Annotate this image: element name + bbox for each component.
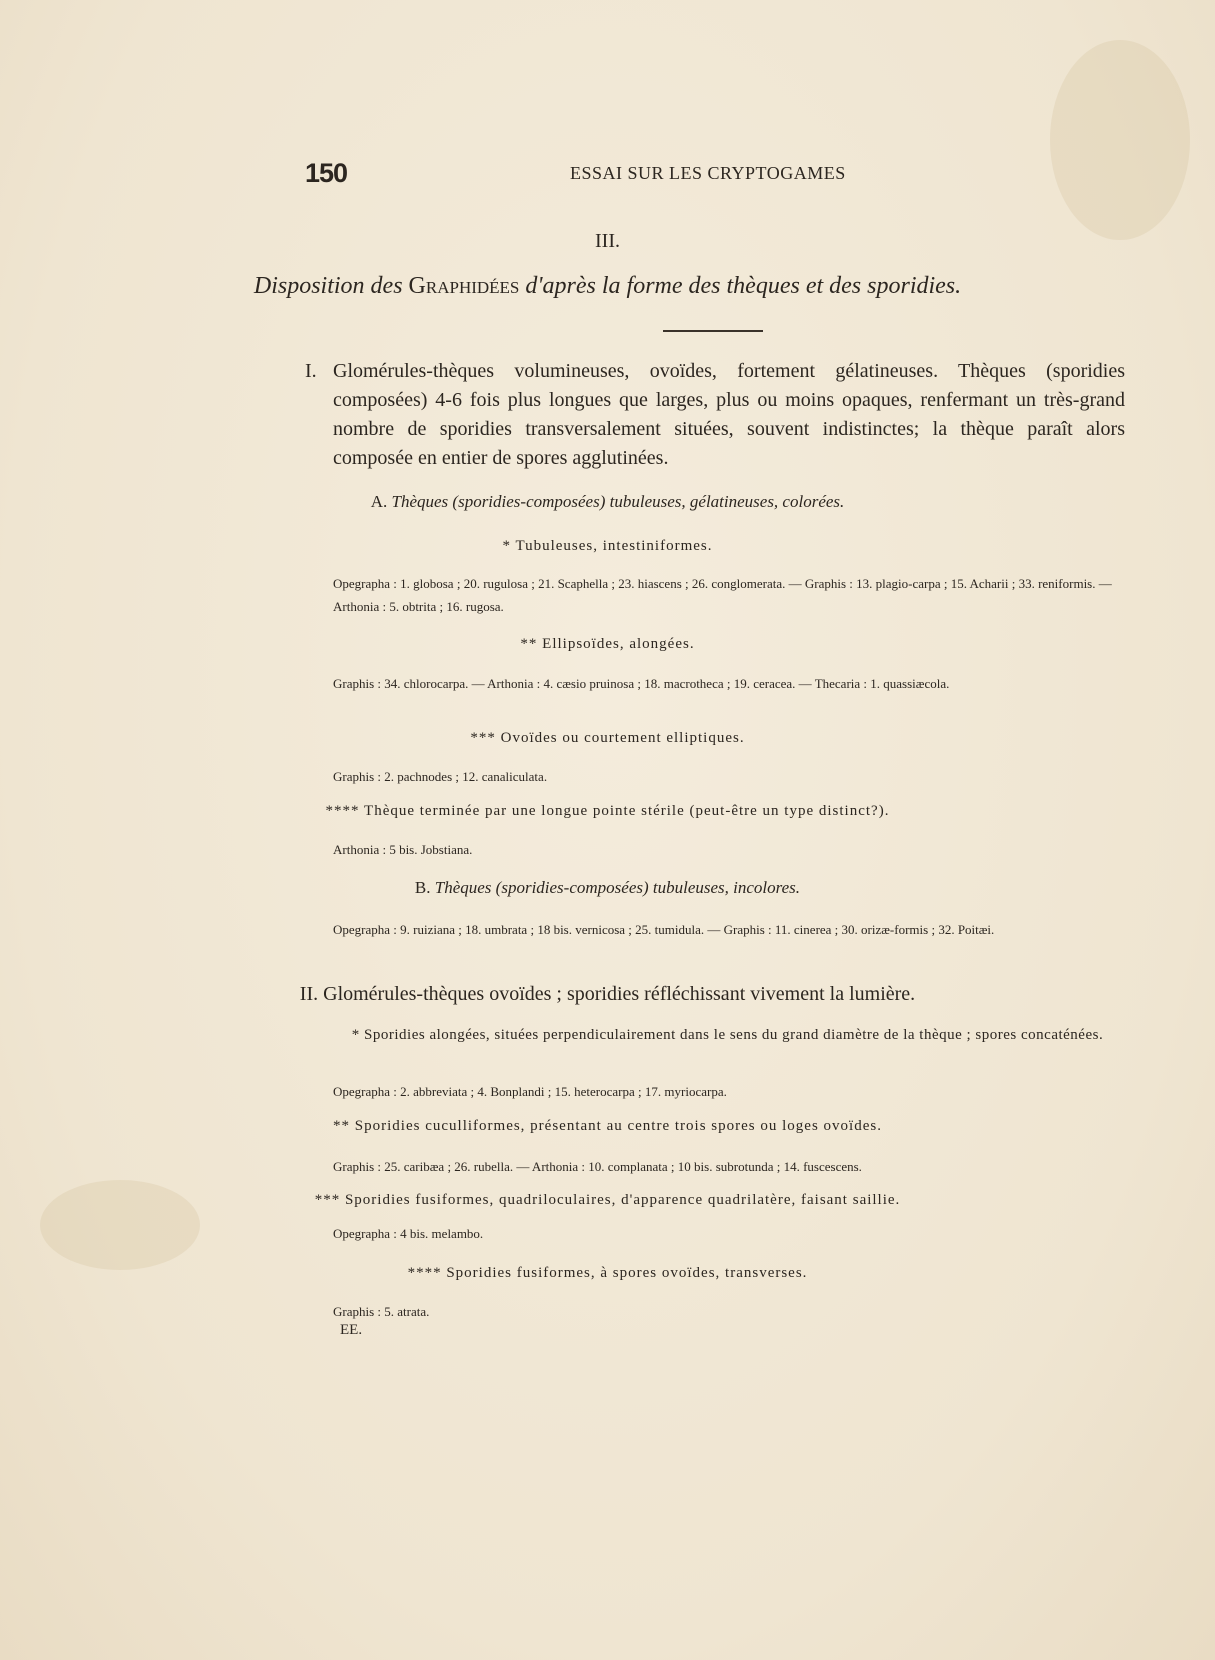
species-list: Graphis : 5. atrata. (333, 1304, 430, 1319)
species-list: Opegrapha : 4 bis. melambo. (333, 1226, 484, 1241)
section-number: III. (595, 230, 620, 252)
species-list: Graphis : 34. chlorocarpa. — Arthonia : 4. cæsio pruinosa ; 18. macrotheca ; 19. ceracea. — Thecaria : 1. quassiæcola. (333, 676, 950, 691)
subgroup-heading: **** Thèque terminée par une longue pointe stérile (peut-être un type distinct?). (325, 803, 890, 819)
species-list: Opegrapha : 2. abbreviata ; 4. Bonplandi ; 15. heterocarpa ; 17. myriocarpa. (333, 1084, 727, 1099)
group-two-heading: II. Glomérules-thèques ovoïdes ; sporidies réfléchissant vivement la lumière. (299, 983, 916, 1005)
species-list: Arthonia : 5 bis. Jobstiana. (333, 842, 473, 857)
group-number: I. (305, 360, 317, 382)
page-number: 150 (305, 158, 348, 188)
title-rule (663, 330, 763, 332)
species-list: Opegrapha : 1. globosa ; 20. rugulosa ; 21. Scaphella ; 23. hiascens ; 26. conglomerata. — Graphis : 13. plagio-carpa ; 15. Acharii ; 33. reniformis. — Arthonia : 5. obtrita ; 16. rugosa. (333, 576, 1112, 614)
species-list: Graphis : 2. pachnodes ; 12. canaliculata. (333, 769, 548, 784)
species-list: Opegrapha : 9. ruiziana ; 18. umbrata ; 18 bis. vernicosa ; 25. tumidula. — Graphis : 11. cinerea ; 30. orizæ-formis ; 32. Poitæi. (333, 922, 995, 937)
subgroup-heading: ** Ellipsoïdes, alongées. (520, 636, 695, 652)
signature-mark: EE. (340, 1322, 363, 1338)
paper-stain (1050, 40, 1190, 240)
subgroup-heading: *** Ovoïdes ou courtement elliptiques. (470, 730, 745, 746)
subgroup-heading: *** Sporidies fusiformes, quadriloculaires, d'apparence quadrilatère, faisant saillie. (314, 1192, 901, 1208)
subgroup-heading: ** Sporidies cuculliformes, présentant au centre trois spores ou loges ovoïdes. (333, 1118, 882, 1134)
subsection-b-heading: B. Thèques (sporidies-composées) tubuleuses, incolores. (414, 878, 801, 897)
group-one-paragraph (305, 357, 1125, 473)
subsection-a-heading: A. Thèques (sporidies-composées) tubuleuses, gélatineuses, colorées. (370, 492, 845, 511)
subgroup-heading: * Sporidies alongées, situées perpendiculairement dans le sens du grand diamètre de la thèque ; spores concaténées. (351, 1027, 1104, 1043)
subgroup-heading: **** Sporidies fusiformes, à spores ovoïdes, transverses. (407, 1265, 808, 1281)
running-head: ESSAI SUR LES CRYPTOGAMES (570, 163, 846, 183)
group-text: Glomérules-thèques volumineuses, ovoïdes, fortement gélatineuses. Thèques (sporidies composées) 4-6 fois plus longues que larges, plus ou moins opaques, renfermant un très-grand nombre de sporidies transversalement situées, souvent indistinctes; la thèque paraît alors composée en entier de spores agglutinées. (333, 360, 1125, 469)
section-title: Disposition des Graphidées d'après la forme des thèques et des sporidies. (253, 273, 962, 299)
subgroup-heading: * Tubuleuses, intestiniformes. (502, 538, 713, 554)
species-list: Graphis : 25. caribæa ; 26. rubella. — Arthonia : 10. complanata ; 10 bis. subrotunda ; 14. fuscescens. (333, 1159, 862, 1174)
